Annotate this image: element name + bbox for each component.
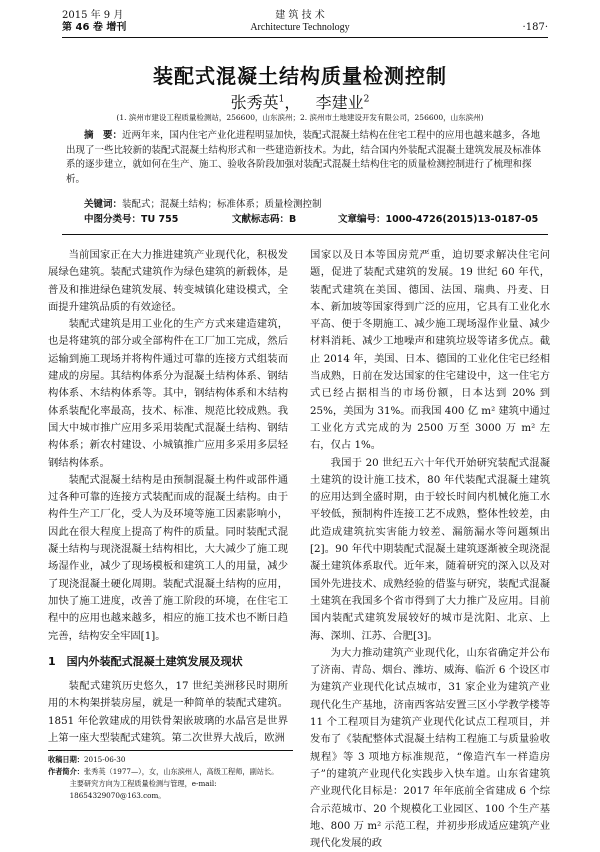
author-2: 李建业 [315, 93, 364, 112]
keywords-label: 关键词： [84, 199, 123, 210]
author-line: 张秀英$^1$， 李建业$^2$ [230, 93, 370, 112]
author-1: 张秀英 [230, 93, 279, 112]
clc-number: 中图分类号：TU 755 [84, 214, 179, 225]
header-rule [62, 37, 548, 38]
right-column [310, 247, 550, 852]
author-info: 张秀英（1977—），女，山东滨州人，高级工程师，副站长。 [83, 767, 279, 776]
abstract-label: 摘 要： [84, 130, 123, 141]
footnote [48, 750, 293, 802]
body-paragraph: 我国于 20 世纪五六十年代开始研究装配式混凝土建筑的设计施工技术，80 年代装配式混凝土建筑的应用达到全盛时期，由于较长时间内机械化施工水平较低，预制构件连接工艺不成熟，整体性较差，由此造成建筑抗实害能力较差、漏筋漏水等问题频出[2]。90 年代中期装配式混凝土建筑逐渐被全现浇混凝土建筑体系取代。近年来，随着研究的深入以及对国外先进技术、成熟经验的借鉴与研究，装配式混凝土建筑在我国多个省市得到了大力推广及应用。目前国内装配式建筑发展较好的城市是沈阳、北京、上海、深圳、江苏、合肥[3]。 [310, 456, 550, 642]
article-number: 文章编号：1000-4726(2015)13-0187-05 [338, 214, 539, 225]
keywords-text: 装配式；混凝土结构；标准体系；质量检测控制 [122, 199, 322, 210]
document-code: 文献标志码：B [232, 214, 297, 225]
header-journal-en: Architecture Technology [250, 22, 350, 33]
author-contact: 主要研究方向为工程质量检测与管理，e-mail: 18654329070@163.com。 [69, 779, 217, 800]
received-label: 收稿日期： [48, 755, 84, 764]
received-date: 2015-06-30 [83, 755, 126, 764]
body-paragraph: 当前国家正在大力推进建筑产业现代化，积极发展绿色建筑。装配式建筑作为绿色建筑的新载体，是普及和推进绿色建筑发展、转变城镇化建设模式，全面提升建筑品质的有效途径。 [48, 249, 288, 313]
author-info-label: 作者简介： [48, 767, 84, 776]
keywords [84, 196, 322, 210]
body-paragraph: 为大力推动建筑产业现代化，山东省确定并公布了济南、青岛、烟台、潍坊、威海、临沂 6 个设区市为建筑产业现代化试点城市，31 家企业为建筑产业现代化生产基地，济南西客站安置三区小学教学楼等 11 个工程项目为建筑产业现代化试点工程项目，并发布了《装配整体式混凝土结构工程施工与质量验收规程》等 3 项地方标准规范，“像造汽车一样造房子”的建筑产业现代化实践步入快车道。山东省建筑产业现代化目标是：2017 年年底前全省建成 6 个综合示范城市、20 个规模化工业园区、100 个生产基地、800 万 m² 示范工程，并初步形成适应建筑产业现代化发展的政 [310, 646, 550, 850]
body-paragraph: 装配式建筑历史悠久，17 世纪美洲移民时期所用的木构架拼装房屋，就是一种简单的装配式建筑。1851 年伦敦建成的用铁骨架嵌玻璃的水晶宫是世界上第一座大型装配式建筑。第二次世界大战后，欧洲 [48, 680, 288, 745]
header-year-month: 2015 年 9 月 [62, 10, 124, 21]
header-page-number: ·187· [522, 22, 548, 33]
header-journal-cn: 建 筑 技 术 [275, 10, 325, 21]
affiliations: (1. 滨州市建设工程质量检测站，256600，山东滨州；2. 滨州市土地建设开发有限公司，256600，山东滨州) [116, 113, 484, 122]
section-1-heading: 1 国内外装配式混凝土建筑发展及现状 [48, 654, 243, 668]
body-paragraph: 国家以及日本等国房荒严重，迫切要求解决住宅问题，促进了装配式建筑的发展。19 世纪 60 年代，装配式建筑在美国、德国、法国、瑞典、丹麦、日本、新加坡等国家得到广泛的应用，它具有工业化水平高、便于冬期施工、减少施工现场湿作业量、减少材料消耗、减少工地噪声和建筑垃圾等诸多优点。截止 2014 年，美国、日本、德国的工业化住宅已经相当成熟，日前在发达国家的住宅建设中，这一住宅方式已经占据相当的市场份额，日本达到 20% 到 25%，美国为 31%。而我国 400 亿 m² 建筑中通过工业化方式完成的为 2500 万至 3000 万 m² 左右，仅占 1%。 [310, 249, 550, 452]
author-2-sup: 2 [363, 94, 370, 105]
body-paragraph: 装配式建筑是用工业化的生产方式来建造建筑，也是将建筑的部分或全部构件在工厂加工完成，然后运输到施工现场并将构件通过可靠的连接方式组装而建成的房屋。其结构体系分为混凝土结构体系、钢结构体系、木结构体系等。其中，钢结构体系和木结构体系装配化率最高，技术、标准、规范比较成熟。我国大中城市推广应用多采用装配式混凝土结构、钢结构体系；新农村建设、小城镇推广应用多采用多层轻钢结构体系。 [48, 318, 288, 469]
header-volume: 第 46 卷 增刊 [62, 22, 127, 33]
left-column [48, 247, 288, 747]
abstract-text: 近两年来，国内住宅产业化进程明显加快，装配式混凝土结构在住宅工程中的应用也越来越多，各地出现了一些比较新的装配式混凝土结构形式和一些建造新技术。为此，结合国内外装配式混凝土建筑发展及标准体系的逐步建立，就如何在生产、施工、验收各阶段加强对装配式混凝土结构住宅的质量检测控制进行了梳理和探析。 [66, 130, 542, 185]
abstract [66, 129, 548, 187]
abstract-rule [62, 234, 548, 235]
body-paragraph: 装配式混凝土结构是由预制混凝土构件或部件通过各种可靠的连接方式装配而成的混凝土结构。由于构件生产工厂化，受人为及环境等施工因素影响小，因此在很大程度上提高了构件的质量。同时装配式混凝土结构与现浇混凝土结构相比，大大减少了施工现场湿作业，减少了现场模板和建筑工人的用量，减少了现浇混凝土硬化周期。装配式混凝土结构的应用，加快了施工进度，改善了施工阶段的环境，在住宅工程中的应用也越来越多，相应的施工技术也不断日趋完善，结构安全牢固[1]。 [48, 473, 288, 642]
article-title: 装配式混凝土结构质量检测控制 [153, 64, 447, 88]
author-1-sup: 1 [278, 94, 285, 105]
